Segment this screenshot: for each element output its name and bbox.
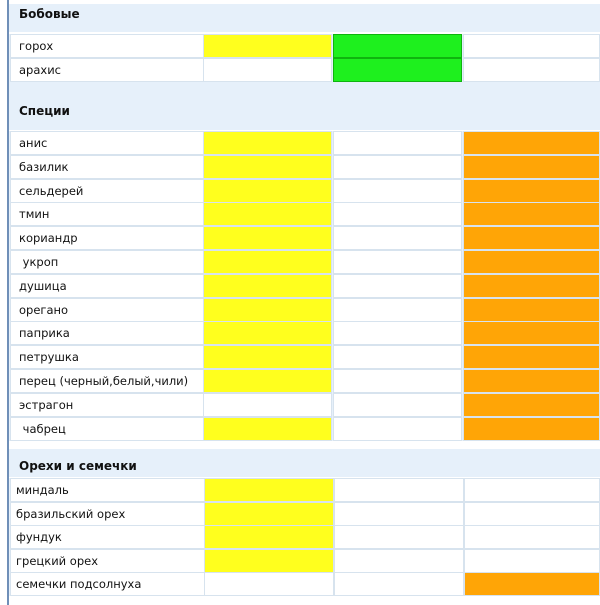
compat-cell-white (464, 549, 600, 573)
compat-cell-yellow (204, 502, 334, 526)
compat-cell-white (334, 549, 464, 573)
table-row (0, 478, 600, 502)
compat-cell-white (333, 202, 462, 226)
section-title: Орехи и семечки (19, 459, 137, 473)
compat-cell-yellow (203, 345, 332, 369)
compat-cell-orange (463, 131, 600, 155)
item-name-cell (10, 502, 206, 526)
item-name: кориандр (19, 231, 78, 245)
item-name-cell (10, 345, 205, 369)
compat-cell-green (333, 58, 462, 82)
compat-cell-yellow (203, 202, 332, 226)
compat-cell-yellow (203, 250, 332, 274)
table-row (0, 525, 600, 549)
compat-cell-white (333, 298, 462, 322)
item-name: базилик (19, 160, 69, 174)
item-name-cell (10, 34, 205, 58)
compat-cell-white (334, 572, 464, 596)
item-name-cell (10, 179, 205, 203)
compat-cell-yellow (203, 274, 332, 298)
compat-cell-yellow (203, 369, 332, 393)
item-name: фундук (16, 530, 62, 544)
compat-cell-white (334, 502, 464, 526)
compat-cell-white (463, 58, 600, 82)
compat-cell-orange (463, 179, 600, 203)
section-title: Бобовые (19, 7, 80, 21)
compat-cell-orange (463, 226, 600, 250)
compat-cell-orange (463, 274, 600, 298)
table-row (0, 250, 600, 274)
table-row (0, 393, 600, 417)
item-name-cell (10, 549, 206, 573)
compat-cell-orange (464, 572, 600, 596)
item-name-cell (10, 202, 205, 226)
item-name: укроп (19, 255, 59, 269)
table-row (0, 155, 600, 179)
item-name-cell (10, 393, 205, 417)
item-name-cell (10, 131, 205, 155)
item-name-cell (10, 298, 205, 322)
compat-cell-yellow (203, 34, 332, 58)
compat-cell-orange (463, 393, 600, 417)
table-row (0, 58, 600, 82)
table-row (0, 321, 600, 345)
compat-cell-yellow (204, 549, 334, 573)
compat-cell-yellow (204, 525, 334, 549)
table-row (0, 502, 600, 526)
table-row (0, 179, 600, 203)
item-name-cell (10, 478, 206, 502)
compat-cell-yellow (203, 417, 332, 441)
item-name-cell (10, 417, 205, 441)
table-row (0, 226, 600, 250)
item-name: бразильский орех (16, 507, 126, 521)
compat-cell-white (333, 274, 462, 298)
section-header (9, 4, 600, 32)
item-name: перец (черный,белый,чили) (19, 374, 189, 388)
compat-cell-yellow (203, 226, 332, 250)
item-name: сельдерей (19, 184, 84, 198)
table-row (0, 274, 600, 298)
item-name-cell (10, 155, 205, 179)
section-header (9, 82, 600, 130)
table-row (0, 34, 600, 58)
item-name: миндаль (16, 483, 69, 497)
table-row (0, 202, 600, 226)
compat-cell-white (203, 58, 332, 82)
item-name-cell (10, 369, 205, 393)
compat-cell-orange (463, 250, 600, 274)
compat-cell-yellow (203, 298, 332, 322)
compat-cell-white (333, 131, 462, 155)
item-name: грецкий орех (16, 554, 99, 568)
compat-cell-white (333, 179, 462, 203)
compat-cell-yellow (203, 155, 332, 179)
table-row (0, 417, 600, 441)
compat-cell-white (333, 417, 462, 441)
compat-cell-orange (463, 417, 600, 441)
compat-cell-white (203, 393, 332, 417)
item-name: чабрец (19, 422, 66, 436)
compat-cell-yellow (203, 179, 332, 203)
table-row (0, 549, 600, 573)
item-name: горох (19, 39, 54, 53)
compat-cell-white (464, 525, 600, 549)
table-row (0, 298, 600, 322)
compat-cell-yellow (203, 321, 332, 345)
compat-cell-white (334, 478, 464, 502)
section-title: Специи (19, 104, 70, 118)
compat-cell-white (333, 393, 462, 417)
item-name: семечки подсолнуха (16, 577, 142, 591)
compat-cell-orange (463, 321, 600, 345)
compat-cell-yellow (203, 131, 332, 155)
item-name-cell (10, 321, 205, 345)
item-name: анис (19, 136, 48, 150)
item-name-cell (10, 274, 205, 298)
compat-cell-white (464, 502, 600, 526)
compat-cell-orange (463, 202, 600, 226)
table-row (0, 369, 600, 393)
item-name: паприка (19, 326, 70, 340)
item-name: тмин (19, 207, 50, 221)
compat-cell-white (463, 34, 600, 58)
compat-cell-white (333, 250, 462, 274)
table-row (0, 345, 600, 369)
compat-cell-green (333, 34, 462, 58)
item-name: орегано (19, 303, 69, 317)
item-name-cell (10, 250, 205, 274)
compat-cell-white (204, 572, 334, 596)
compat-cell-orange (463, 298, 600, 322)
compat-cell-white (464, 478, 600, 502)
item-name-cell (10, 572, 206, 596)
section-header (9, 449, 600, 477)
table-row (0, 572, 600, 596)
compat-cell-white (333, 345, 462, 369)
compat-cell-yellow (204, 478, 334, 502)
compat-cell-orange (463, 345, 600, 369)
compat-cell-white (333, 321, 462, 345)
item-name: петрушка (19, 350, 79, 364)
item-name: арахис (19, 63, 61, 77)
compat-cell-orange (463, 369, 600, 393)
item-name: душица (19, 279, 67, 293)
compat-cell-white (333, 155, 462, 179)
item-name: эстрагон (19, 398, 74, 412)
item-name-cell (10, 226, 205, 250)
item-name-cell (10, 58, 205, 82)
compat-cell-orange (463, 155, 600, 179)
compat-cell-white (334, 525, 464, 549)
compat-cell-white (333, 369, 462, 393)
item-name-cell (10, 525, 206, 549)
compat-cell-white (333, 226, 462, 250)
table-row (0, 131, 600, 155)
